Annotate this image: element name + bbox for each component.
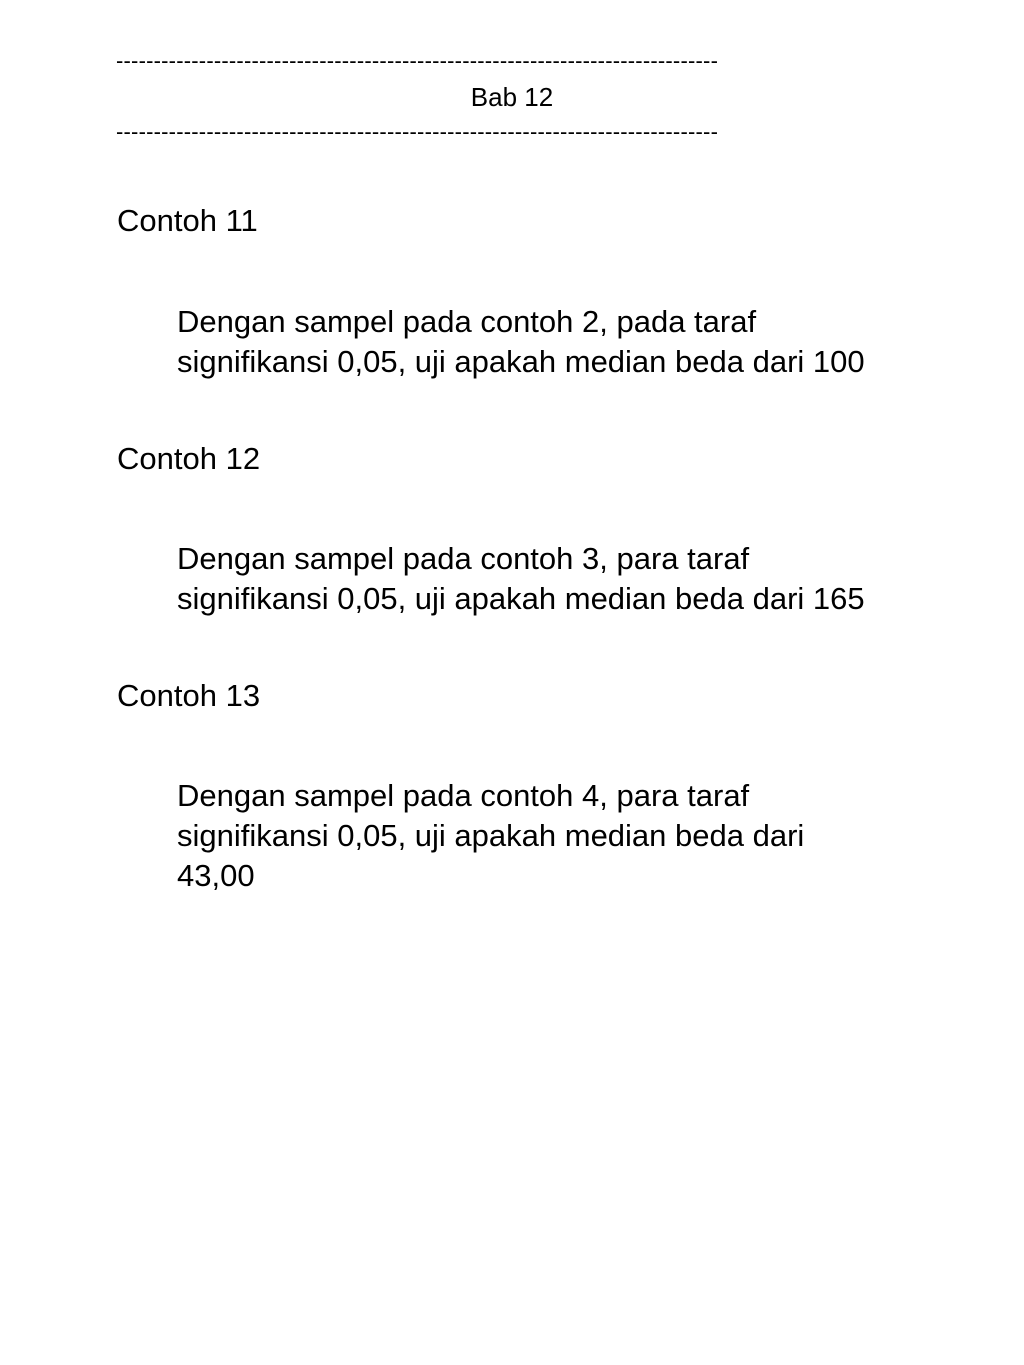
example-11-line-1: Dengan sampel pada contoh 2, pada taraf [177,304,757,339]
header-rule-top: -------------------------------------------------------------------------------- [116,48,719,73]
header-rule-bottom: -------------------------------------------------------------------------------- [116,119,719,144]
example-13-title: Contoh 13 [117,678,261,713]
chapter-title: Bab 12 [470,82,554,112]
example-13-body [177,776,977,896]
example-12-line-2: signifikansi 0,05, uji apakah median beda dari 165 [177,581,865,616]
example-12-title: Contoh 12 [117,441,261,476]
example-13-line-3: 43,00 [177,858,255,893]
example-12-body [177,539,977,619]
example-13-line-1: Dengan sampel pada contoh 4, para taraf [177,778,750,813]
example-11-body [177,302,977,382]
example-13-line-2: signifikansi 0,05, uji apakah median beda dari [177,818,805,853]
example-12-line-1: Dengan sampel pada contoh 3, para taraf [177,541,750,576]
example-11-title: Contoh 11 [117,203,258,238]
example-11-line-2: signifikansi 0,05, uji apakah median beda dari 100 [177,344,865,379]
